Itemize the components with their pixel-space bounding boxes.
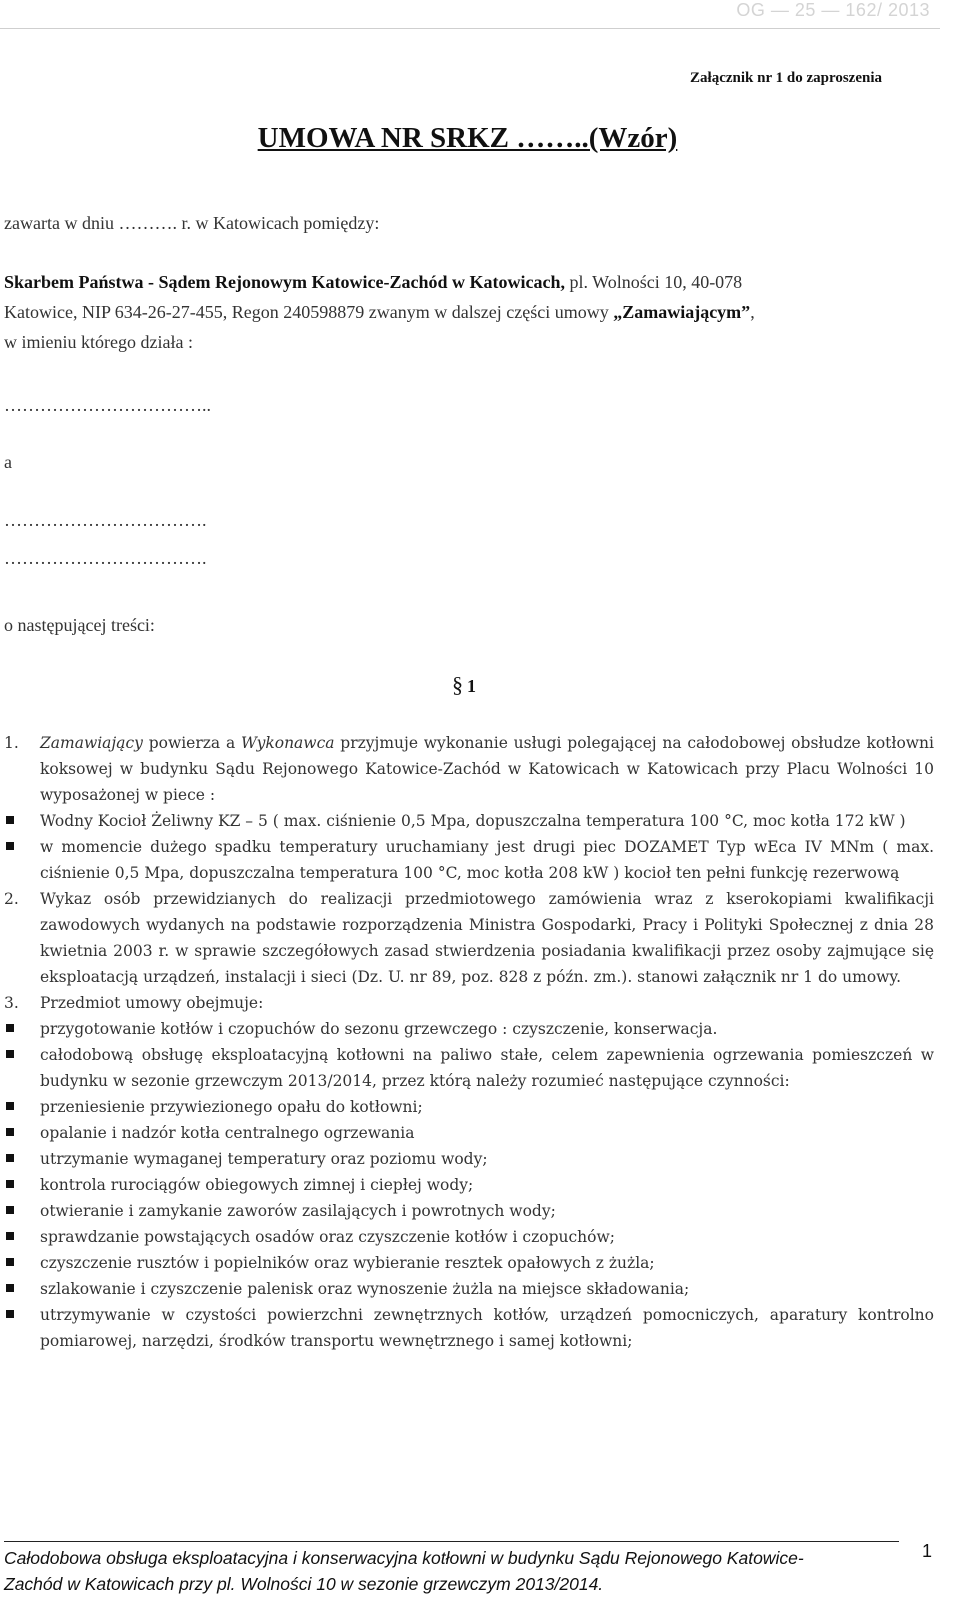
scope-item	[4, 1198, 934, 1224]
party-line-2	[4, 299, 755, 325]
list-item: utrzymywanie w czystości powierzchni zewnętrznych kotłów, urządzeń pomocniczych, aparatury kontrolno pomiarowej, narzędzi, środków transportu wewnętrznego i samej kotłowni;	[40, 1306, 934, 1350]
square-bullet-icon	[6, 1128, 14, 1136]
square-bullet-icon	[6, 1206, 14, 1214]
signatory-placeholder: ……………………………..	[4, 395, 211, 415]
section-symbol: §	[452, 672, 463, 697]
party-ids: Katowice, NIP 634-26-27-455, Regon 240598879 zwanym w dalszej części umowy	[4, 302, 614, 322]
scope-item	[4, 1276, 934, 1302]
clause-number: 3.	[4, 994, 19, 1012]
clause-2	[4, 886, 934, 990]
clause-number: 2.	[4, 890, 19, 908]
document-reference: OG — 25 — 162/ 2013	[736, 0, 930, 20]
list-item: przygotowanie kotłów i czopuchów do sezonu grzewczego : czyszczenie, konserwacja.	[40, 1020, 718, 1038]
party-name: Skarbem Państwa - Sądem Rejonowym Katowice-Zachód w Katowicach,	[4, 272, 565, 292]
content-intro: o następującej treści:	[4, 615, 155, 635]
list-item: przeniesienie przywiezionego opału do kotłowni;	[40, 1098, 423, 1116]
scope-item	[4, 1146, 934, 1172]
page-number: 1	[921, 1541, 932, 1561]
header-divider	[0, 28, 940, 29]
boiler-item	[4, 834, 934, 886]
scope-item	[4, 1224, 934, 1250]
scope-item	[4, 1016, 934, 1042]
list-item: Wodny Kocioł Żeliwny KZ – 5 ( max. ciśnienie 0,5 Mpa, dopuszczalna temperatura 100 °C, moc kotła 172 kW )	[40, 812, 906, 830]
contract-body	[4, 730, 934, 1354]
list-item: w momencie dużego spadku temperatury uruchamiany jest drugi piec DOZAMET Typ wEca IV MNm ( max. ciśnienie 0,5 Mpa, dopuszczalna temperatura 100 °C, moc kotła 208 kW ) kocioł ten pełni funkcję rezerwową	[40, 838, 934, 882]
comma: ,	[750, 302, 755, 322]
list-item: sprawdzanie powstających osadów oraz czyszczenie kotłów i czopuchów;	[40, 1228, 615, 1246]
square-bullet-icon	[6, 1050, 14, 1058]
scope-item	[4, 1120, 934, 1146]
contract-title: UMOWA NR SRKZ ……..(Wzór)	[257, 122, 678, 154]
ordering-party-term: „Zamawiającym”	[613, 302, 751, 322]
list-item: całodobową obsługę eksploatacyjną kotłowni na paliwo stałe, celem zapewnienia ogrzewania pomieszczeń w budynku w sezonie grzewczym 2013/2014, przez którą należy rozumieć następujące czynności:	[40, 1046, 934, 1090]
clause-1	[4, 730, 934, 808]
square-bullet-icon	[6, 1232, 14, 1240]
contractor-placeholder-1: …………………………….	[4, 510, 207, 530]
boiler-item	[4, 808, 934, 834]
list-item: czyszczenie rusztów i popielników oraz wybieranie resztek opałowych z żużla;	[40, 1254, 655, 1272]
contractor-italic: Wykonawca	[241, 734, 335, 752]
square-bullet-icon	[6, 1180, 14, 1188]
clause-3	[4, 990, 934, 1016]
square-bullet-icon	[6, 1102, 14, 1110]
clause-text: przyjmuje wykonanie usługi polegającej na całodobowej obsłudze kotłowni koksowej w budynku Sądu Rejonowego Katowice-Zachód w Katowicach w Katowicach przy Placu Wolności 10 wyposażonej w piece :	[40, 734, 934, 804]
clause-number: 1.	[4, 734, 19, 752]
list-item: otwieranie i zamykanie zaworów zasilających i powrotnych wody;	[40, 1202, 556, 1220]
scope-item	[4, 1250, 934, 1276]
list-item: kontrola rurociągów obiegowych zimnej i ciepłej wody;	[40, 1176, 474, 1194]
footer-divider	[4, 1541, 899, 1542]
ordering-party-italic: Zamawiający	[40, 734, 143, 752]
square-bullet-icon	[6, 1024, 14, 1032]
scope-item	[4, 1172, 934, 1198]
page-footer	[4, 1545, 884, 1597]
list-item: utrzymanie wymaganej temperatury oraz poziomu wody;	[40, 1150, 488, 1168]
square-bullet-icon	[6, 1258, 14, 1266]
scope-item	[4, 1094, 934, 1120]
party-address: pl. Wolności 10, 40-078	[564, 272, 743, 292]
square-bullet-icon	[6, 1284, 14, 1292]
clause-text: Wykaz osób przewidzianych do realizacji przedmiotowego zamówienia wraz z kserokopiami kwalifikacji zawodowych wydanych na podstawie rozporządzenia Ministra Gospodarki, Pracy i Polityki Społecznej z dnia 28 kwietnia 2003 r. w sprawie szczegółowych zasad stwierdzenia posiadania kwalifikacji przez osoby zajmujące się eksploatacją urządzeń, instalacji i sieci (Dz. U. nr 89, poz. 828 z późn. zm.). stanowi załącznik nr 1 do umowy.	[40, 890, 934, 986]
footer-line-1: Całodobowa obsługa eksploatacyjna i konserwacyjna kotłowni w budynku Sądu Rejonowego Katowice-	[4, 1548, 804, 1568]
party-line-3: w imieniu którego działa :	[4, 332, 193, 352]
square-bullet-icon	[6, 816, 14, 824]
square-bullet-icon	[6, 842, 14, 850]
scope-item	[4, 1042, 934, 1094]
intro-date-line: zawarta w dniu ………. r. w Katowicach pomiędzy:	[4, 213, 380, 233]
footer-line-2: Zachód w Katowicach przy pl. Wolności 10 w sezonie grzewczym 2013/2014.	[4, 1574, 604, 1594]
square-bullet-icon	[6, 1310, 14, 1318]
scope-item	[4, 1302, 934, 1354]
square-bullet-icon	[6, 1154, 14, 1162]
annex-label: Załącznik nr 1 do zaproszenia	[690, 70, 882, 86]
section-number: 1	[467, 676, 476, 696]
party-line-1	[4, 269, 742, 295]
clause-text: powierza a	[142, 734, 241, 752]
list-item: opalanie i nadzór kotła centralnego ogrzewania	[40, 1124, 415, 1142]
section-heading	[452, 672, 476, 698]
clause-text: Przedmiot umowy obejmuje:	[40, 994, 264, 1012]
contractor-placeholder-2: …………………………….	[4, 548, 207, 568]
and-conjunction: a	[4, 452, 12, 472]
list-item: szlakowanie i czyszczenie palenisk oraz wynoszenie żużla na miejsce składowania;	[40, 1280, 690, 1298]
